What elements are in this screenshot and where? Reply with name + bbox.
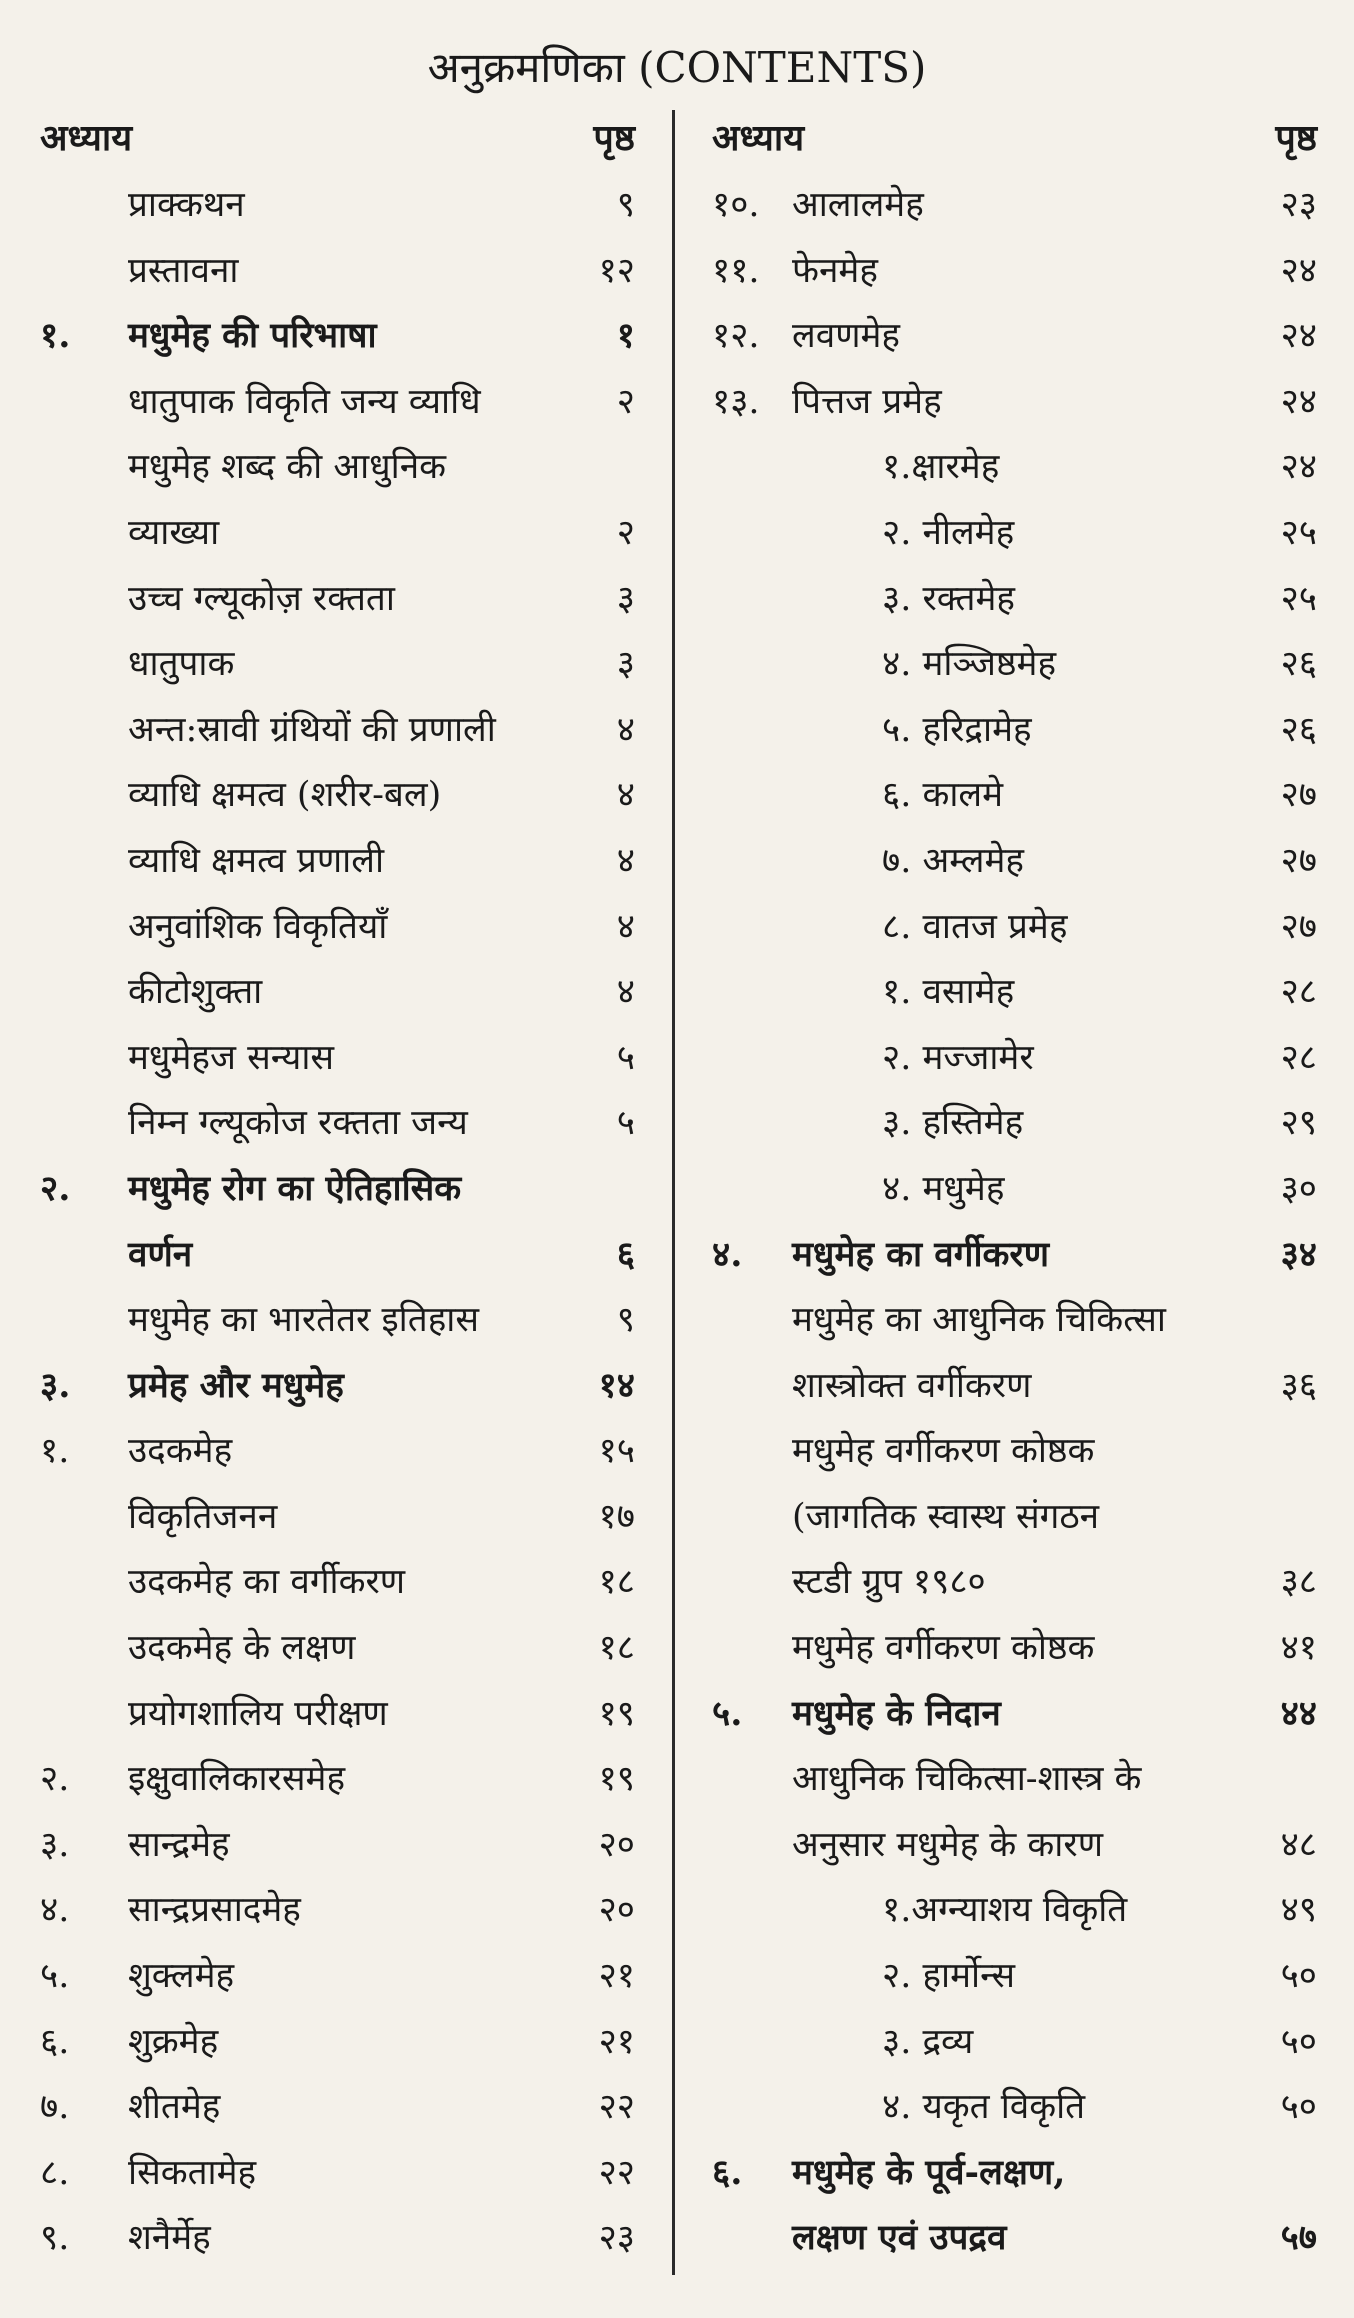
toc-entry-number: ९. [40, 2218, 70, 2259]
toc-entry-number: २. [40, 1759, 70, 1800]
toc-entry-title: ४. मधुमेह [882, 1168, 1005, 1209]
toc-entry-list [40, 174, 635, 2273]
toc-entry-page: ४ [616, 906, 635, 947]
toc-entry-page: ९ [616, 1300, 635, 1341]
toc-entry-page: २६ [1280, 644, 1317, 685]
toc-entry-number: ६. [712, 2151, 743, 2193]
toc-entry [40, 1683, 635, 1749]
toc-entry-number: ८. [40, 2152, 70, 2193]
toc-entry-number: ११. [712, 250, 760, 291]
toc-entry-page: १२ [598, 250, 635, 291]
toc-entry [712, 2142, 1317, 2208]
toc-entry-page: ४ [616, 709, 635, 750]
toc-entry [40, 240, 635, 306]
toc-entry-page: २६ [1280, 709, 1317, 750]
toc-entry [712, 1945, 1317, 2011]
toc-entry-page: २७ [1280, 906, 1317, 947]
toc-entry-title: ६. कालमे [882, 775, 1004, 816]
toc-entry-page: ३४ [1280, 1233, 1317, 1275]
toc-entry [712, 764, 1317, 830]
toc-entry-page: ५० [1280, 2087, 1317, 2128]
toc-entry-number: ५. [40, 1956, 70, 1997]
toc-entry [712, 633, 1317, 699]
toc-entry [40, 1027, 635, 1093]
toc-entry-list [712, 174, 1317, 2273]
toc-entry [40, 2076, 635, 2142]
toc-entry-page: ४९ [1280, 1890, 1317, 1931]
chapter-header-label: अध्याय [40, 117, 133, 159]
toc-entry-page: ९ [616, 185, 635, 225]
toc-entry [40, 633, 635, 699]
toc-entry-title: प्रमेह और मधुमेह [128, 1364, 344, 1406]
toc-entry-title: कीटोशुक्ता [128, 972, 263, 1013]
toc-entry-page: १८ [598, 1562, 635, 1603]
toc-entry-title: २. मज्जामेर [882, 1037, 1034, 1078]
toc-entry-title: उदकमेह का वर्गीकरण [128, 1562, 406, 1603]
toc-entry-title: व्याधि क्षमत्व प्रणाली [128, 840, 385, 881]
toc-entry-title: मधुमेह का आधुनिक चिकित्सा [792, 1300, 1166, 1341]
toc-entry-page: १ [616, 315, 635, 357]
toc-entry-title: मधुमेहज सन्यास [128, 1037, 335, 1078]
toc-entry-title: मधुमेह की परिभाषा [128, 315, 377, 357]
page-header-label: पृष्ठ [593, 117, 635, 159]
toc-entry-page: ५० [1280, 2021, 1317, 2062]
toc-entry [40, 436, 635, 502]
toc-entry-page: २८ [1280, 972, 1317, 1013]
toc-entry-page: ३० [1280, 1168, 1317, 1209]
toc-entry-title: पित्तज प्रमेह [792, 381, 942, 422]
toc-entry [40, 1289, 635, 1355]
toc-entry [40, 1420, 635, 1486]
toc-entry [712, 502, 1317, 568]
toc-entry-title: सान्द्रमेह [128, 1824, 230, 1865]
toc-entry-page: ६ [616, 1233, 635, 1275]
toc-entry [712, 174, 1317, 240]
column-divider [672, 110, 675, 2275]
toc-entry-number: ६. [40, 2021, 70, 2062]
toc-entry [712, 2011, 1317, 2077]
toc-entry-page: २४ [1280, 316, 1317, 357]
toc-entry-title: २. हार्मोन्स [882, 1956, 1016, 1997]
toc-entry-title: ४. मञ्जिष्ठमेह [882, 644, 1057, 685]
toc-entry [712, 830, 1317, 896]
toc-entry-page: ४८ [1280, 1824, 1317, 1865]
toc-entry-page: २२ [598, 2087, 635, 2128]
toc-entry-page: २७ [1280, 775, 1317, 816]
toc-entry-title: वर्णन [128, 1233, 193, 1275]
toc-entry-title: मधुमेह शब्द की आधुनिक [128, 447, 446, 488]
toc-entry-number: १२. [712, 316, 760, 357]
toc-entry-title: प्रयोगशालिय परीक्षण [128, 1693, 388, 1734]
toc-left-column [40, 108, 635, 2273]
toc-entry-title: शुक्रमेह [128, 2021, 219, 2062]
toc-entry [712, 1158, 1317, 1224]
toc-entry [40, 568, 635, 634]
toc-entry [712, 1551, 1317, 1617]
toc-entry-title: उदकमेह [128, 1431, 233, 1472]
toc-entry-title: अन्त:स्रावी ग्रंथियों की प्रणाली [128, 709, 496, 750]
toc-entry [40, 371, 635, 437]
toc-entry-title: स्टडी ग्रुप १९८० [792, 1562, 986, 1603]
toc-entry [712, 961, 1317, 1027]
toc-entry-title: आलालमेह [792, 185, 924, 225]
toc-entry [40, 1748, 635, 1814]
toc-entry-page: १९ [598, 1693, 635, 1734]
toc-entry-page: १९ [598, 1759, 635, 1800]
toc-entry-title: इक्षुवालिकारसमेह [128, 1759, 346, 1800]
page-title: अनुक्रमणिका (CONTENTS) [427, 43, 927, 92]
toc-entry [40, 961, 635, 1027]
toc-entry-title: १. वसामेह [882, 972, 1015, 1013]
toc-entry-number: १. [40, 1431, 70, 1472]
toc-entry-title: मधुमेह का भारतेतर इतिहास [128, 1300, 480, 1341]
toc-entry-page: ५७ [1280, 2217, 1317, 2259]
toc-right-column [712, 108, 1317, 2273]
toc-entry-title: शास्त्रोक्त वर्गीकरण [792, 1365, 1032, 1406]
toc-entry [40, 1617, 635, 1683]
toc-entry [40, 764, 635, 830]
toc-entry-number: ७. [40, 2087, 70, 2128]
toc-entry-title: उदकमेह के लक्षण [128, 1628, 356, 1669]
toc-entry-title: १.क्षारमेह [882, 447, 1000, 488]
toc-entry-title: मधुमेह रोग का ऐतिहासिक [128, 1167, 462, 1209]
toc-entry [712, 1224, 1317, 1290]
toc-entry [712, 2076, 1317, 2142]
toc-entry [712, 568, 1317, 634]
toc-entry-title: मधुमेह वर्गीकरण कोष्ठक [792, 1431, 1095, 1472]
toc-entry-title: सिकतामेह [128, 2152, 257, 2193]
toc-entry [712, 1027, 1317, 1093]
toc-entry-page: २४ [1280, 250, 1317, 291]
toc-entry-title: अनुवांशिक विकृतियाँ [128, 906, 388, 947]
toc-entry-page: २७ [1280, 840, 1317, 881]
toc-entry-title: धातुपाक [128, 644, 235, 685]
toc-entry-title: मधुमेह का वर्गीकरण [792, 1233, 1050, 1275]
toc-entry-title: सान्द्रप्रसादमेह [128, 1890, 301, 1931]
toc-entry [712, 1289, 1317, 1355]
toc-entry-number: १३. [712, 381, 760, 422]
toc-entry [40, 305, 635, 371]
toc-entry-title: आधुनिक चिकित्सा-शास्त्र के [792, 1759, 1142, 1800]
toc-entry-number: २. [40, 1167, 71, 1209]
toc-entry-title: ८. वातज प्रमेह [882, 906, 1068, 947]
column-header [40, 108, 635, 174]
toc-entry-page: ३८ [1280, 1562, 1317, 1603]
toc-entry-title: मधुमेह वर्गीकरण कोष्ठक [792, 1628, 1095, 1669]
toc-entry [40, 502, 635, 568]
toc-entry-page: २३ [598, 2218, 635, 2259]
toc-entry [40, 174, 635, 240]
toc-entry [40, 830, 635, 896]
toc-entry [40, 1158, 635, 1224]
toc-entry [712, 436, 1317, 502]
toc-entry-page: १४ [598, 1364, 635, 1406]
toc-entry [712, 1683, 1317, 1749]
toc-entry-title: लक्षण एवं उपद्रव [792, 2217, 1007, 2259]
toc-entry-title: शनैर्मेह [128, 2218, 211, 2259]
toc-entry [712, 240, 1317, 306]
page-header-label: पृष्ठ [1275, 117, 1317, 159]
toc-entry [712, 1420, 1317, 1486]
toc-entry-title: ४. यकृत विकृति [882, 2087, 1086, 2128]
toc-entry-page: २४ [1280, 447, 1317, 488]
toc-entry-title: मधुमेह के निदान [792, 1692, 1001, 1734]
toc-entry-number: ३. [40, 1364, 71, 1406]
toc-entry [40, 1092, 635, 1158]
toc-entry-title: शुक्लमेह [128, 1956, 235, 1997]
toc-entry-title: प्रस्तावना [128, 250, 239, 291]
toc-entry [40, 1355, 635, 1421]
toc-entry-number: १०. [712, 185, 760, 225]
toc-entry [40, 2011, 635, 2077]
chapter-header-label: अध्याय [712, 117, 805, 159]
toc-entry-title: ७. अम्लमेह [882, 840, 1024, 881]
toc-entry-page: ५ [616, 1103, 635, 1144]
toc-entry-page: ५ [616, 1037, 635, 1078]
toc-entry-page: ३६ [1280, 1365, 1317, 1406]
toc-entry-page: १७ [598, 1496, 635, 1537]
toc-entry-page: १५ [598, 1431, 635, 1472]
toc-entry [40, 1486, 635, 1552]
toc-entry-page: २० [598, 1824, 635, 1865]
toc-entry [712, 896, 1317, 962]
toc-entry [712, 1355, 1317, 1421]
toc-entry-number: ४. [40, 1890, 70, 1931]
toc-entry-page: २२ [598, 2152, 635, 2193]
toc-entry-page: २८ [1280, 1037, 1317, 1078]
toc-entry-title: विकृतिजनन [128, 1496, 278, 1537]
toc-entry [40, 2207, 635, 2273]
toc-entry-title: उच्च ग्ल्यूकोज़ रक्तता [128, 578, 395, 619]
toc-entry-title: ३. हस्तिमेह [882, 1103, 1024, 1144]
column-header [712, 108, 1317, 174]
toc-entry [40, 1814, 635, 1880]
toc-entry-title: फेनमेह [792, 250, 878, 291]
toc-entry [40, 2142, 635, 2208]
toc-entry-page: १८ [598, 1628, 635, 1669]
toc-entry-page: ४ [616, 840, 635, 881]
toc-entry-title: ३. रक्तमेह [882, 578, 1015, 619]
toc-entry [712, 1748, 1317, 1814]
toc-entry-title: ३. द्रव्य [882, 2021, 974, 2062]
toc-entry [712, 1879, 1317, 1945]
toc-entry [40, 699, 635, 765]
toc-entry [712, 1617, 1317, 1683]
toc-entry-number: ३. [40, 1824, 70, 1865]
toc-entry-page: ४१ [1280, 1628, 1317, 1669]
toc-entry-page: ४ [616, 972, 635, 1013]
toc-entry [40, 1945, 635, 2011]
toc-entry-title: लवणमेह [792, 316, 901, 357]
toc-entry [712, 371, 1317, 437]
toc-entry-page: ३ [616, 578, 635, 619]
toc-entry-title: १.अग्न्याशय विकृति [882, 1890, 1128, 1931]
toc-entry-page: ५० [1280, 1956, 1317, 1997]
toc-entry-page: २४ [1280, 381, 1317, 422]
toc-entry [712, 699, 1317, 765]
toc-entry-page: २१ [598, 1956, 635, 1997]
toc-entry-page: २३ [1280, 185, 1317, 225]
toc-entry-page: २० [598, 1890, 635, 1931]
toc-entry-page: २ [616, 512, 635, 553]
toc-entry-title: शीतमेह [128, 2087, 221, 2128]
toc-entry [712, 1486, 1317, 1552]
toc-entry-title: धातुपाक विकृति जन्य व्याधि [128, 381, 481, 422]
toc-entry-title: प्राक्कथन [128, 185, 245, 225]
toc-entry-title: व्याख्या [128, 512, 220, 553]
toc-entry [712, 1092, 1317, 1158]
toc-entry [712, 305, 1317, 371]
toc-entry-page: २९ [1280, 1103, 1317, 1144]
toc-entry-number: ४. [712, 1233, 743, 1275]
toc-entry-page: २५ [1280, 512, 1317, 553]
toc-entry [712, 2207, 1317, 2273]
toc-entry-page: २५ [1280, 578, 1317, 619]
toc-entry [40, 1551, 635, 1617]
toc-entry-title: निम्न ग्ल्यूकोज रक्तता जन्य [128, 1103, 468, 1144]
toc-entry [712, 1814, 1317, 1880]
toc-entry-title: २. नीलमेह [882, 512, 1015, 553]
toc-entry-title: मधुमेह के पूर्व-लक्षण, [792, 2151, 1066, 2193]
toc-entry-number: १. [40, 315, 71, 357]
toc-entry-title: (जागतिक स्वास्थ संगठन [792, 1496, 1100, 1537]
toc-entry-page: ४ [616, 775, 635, 816]
toc-entry-page: २१ [598, 2021, 635, 2062]
toc-entry-title: व्याधि क्षमत्व (शरीर-बल) [128, 775, 442, 816]
toc-entry-title: ५. हरिद्रामेह [882, 709, 1032, 750]
toc-entry [40, 1224, 635, 1290]
toc-entry-page: २ [616, 381, 635, 422]
toc-entry-page: ३ [616, 644, 635, 685]
toc-entry-number: ५. [712, 1692, 743, 1734]
toc-entry-title: अनुसार मधुमेह के कारण [792, 1824, 1103, 1865]
toc-entry [40, 1879, 635, 1945]
toc-entry [40, 896, 635, 962]
toc-entry-page: ४४ [1280, 1692, 1317, 1734]
